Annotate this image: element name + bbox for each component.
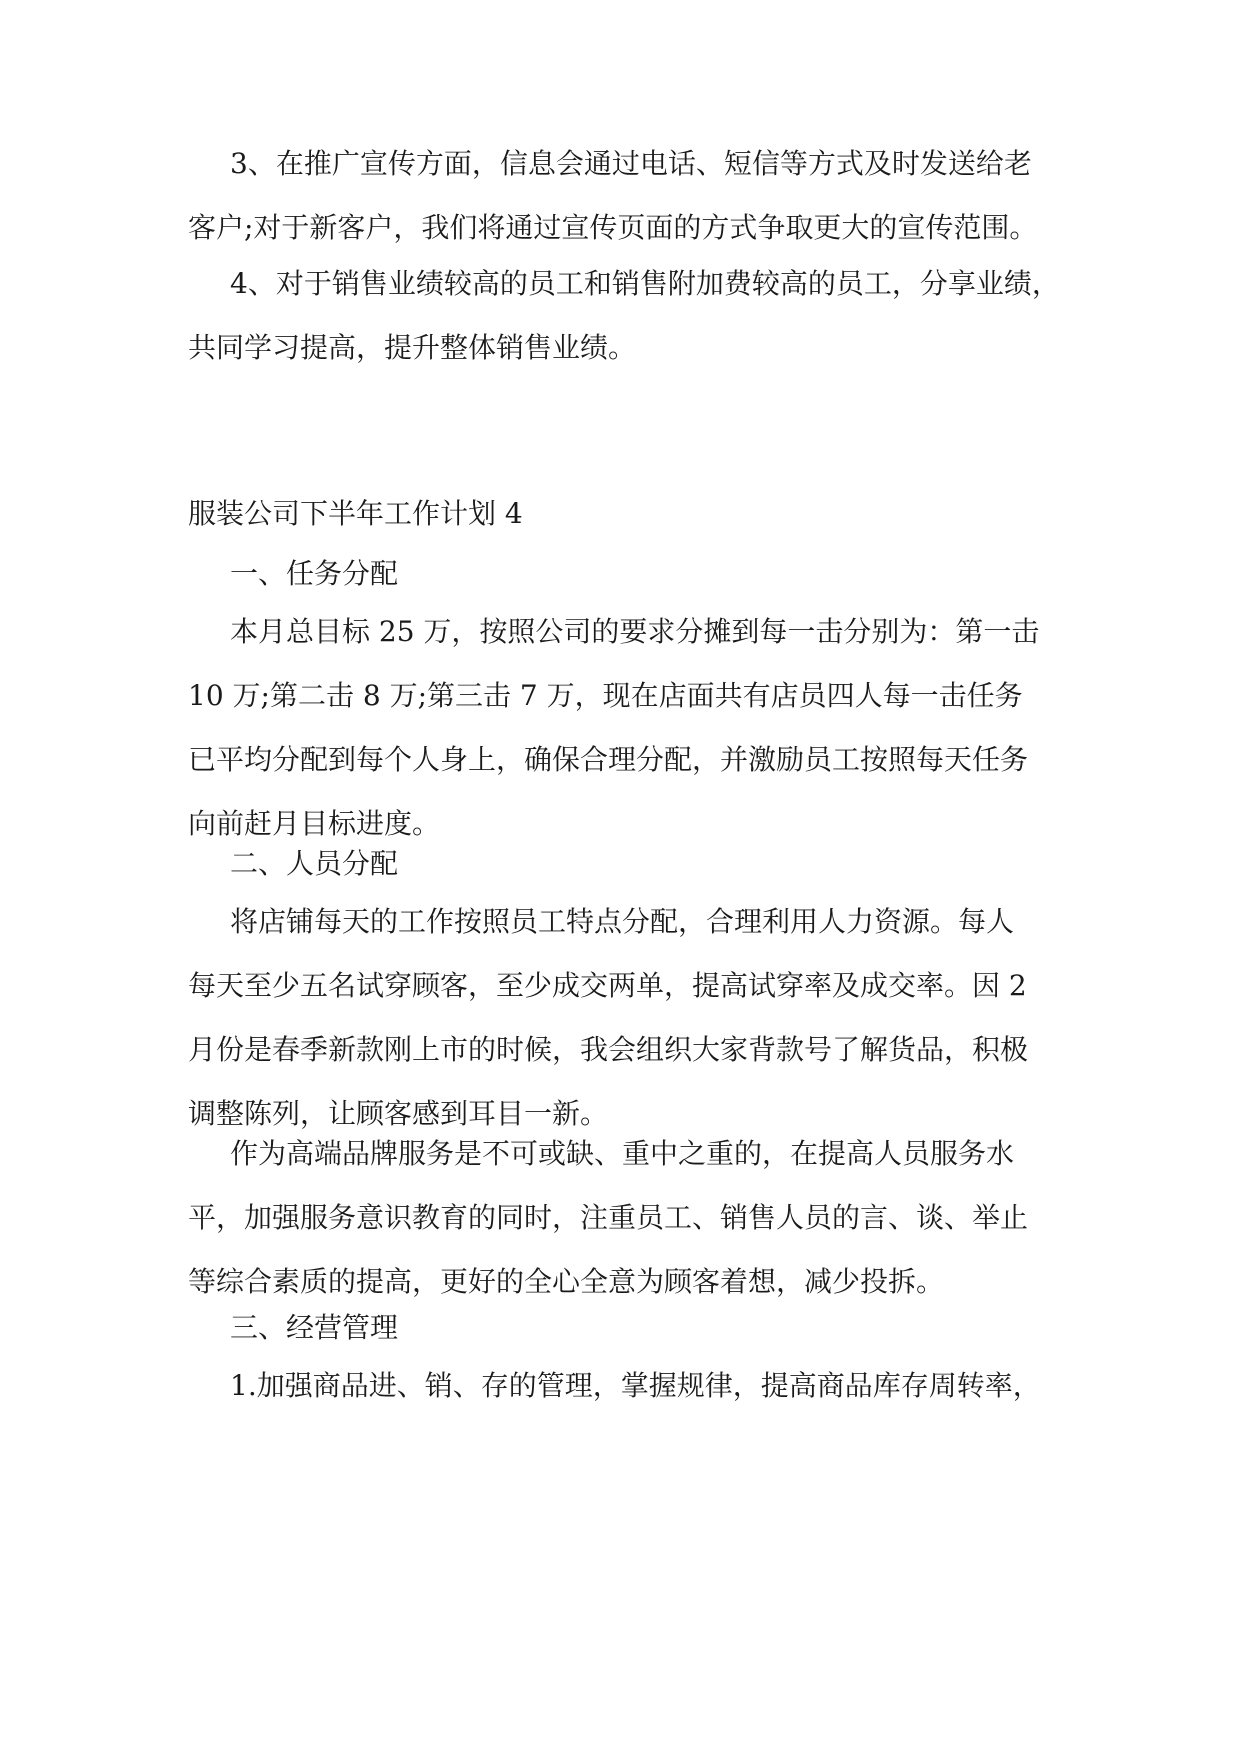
paragraph-line: 1.加强商品进、销、存的管理，掌握规律，提高商品库存周转率， <box>230 1369 1041 1402</box>
paragraph-line: 作为高端品牌服务是不可或缺、重中之重的，在提高人员服务水 <box>230 1137 1015 1170</box>
paragraph-line: 每天至少五名试穿顾客，至少成交两单，提高试穿率及成交率。因 2 <box>188 969 1027 1002</box>
paragraph-line: 月份是春季新款刚上市的时候，我会组织大家背款号了解货品，积极 <box>188 1033 1029 1066</box>
paragraph-monthly-target <box>188 600 1068 856</box>
paragraph-line: 调整陈列，让顾客感到耳目一新。 <box>188 1097 609 1130</box>
paragraph-line: 将店铺每天的工作按照员工特点分配，合理利用人力资源。每人 <box>230 905 1015 938</box>
heading-operations-management <box>188 1296 1068 1360</box>
paragraph-line: 4、对于销售业绩较高的员工和销售附加费较高的员工，分享业绩， <box>230 267 1060 300</box>
paragraph-line: 共同学习提高，提升整体销售业绩。 <box>188 331 637 364</box>
heading-line: 一、任务分配 <box>230 557 399 590</box>
paragraph-line: 平，加强服务意识教育的同时，注重员工、销售人员的言、谈、举止 <box>188 1201 1029 1234</box>
paragraph-promotion <box>188 132 1068 260</box>
heading-task-allocation <box>188 542 1068 606</box>
paragraph-line: 等综合素质的提高，更好的全心全意为顾客着想，减少投拆。 <box>188 1265 945 1298</box>
heading-line: 二、人员分配 <box>230 847 399 880</box>
paragraph-share-performance <box>188 252 1068 380</box>
paragraph-line: 已平均分配到每个人身上，确保合理分配，并激励员工按照每天任务 <box>188 743 1029 776</box>
paragraph-service-quality <box>188 1122 1068 1314</box>
heading-line: 三、经营管理 <box>230 1311 399 1344</box>
section-title-plan-4 <box>188 482 1068 546</box>
paragraph-staff-arrangement <box>188 890 1068 1146</box>
paragraph-line: 本月总目标 25 万，按照公司的要求分摊到每一击分别为：第一击 <box>230 615 1040 648</box>
paragraph-line: 向前赶月目标进度。 <box>188 807 441 840</box>
paragraph-line: 客户;对于新客户，我们将通过宣传页面的方式争取更大的宣传范围。 <box>188 211 1038 244</box>
paragraph-inventory-management <box>188 1354 1068 1418</box>
paragraph-line: 3、在推广宣传方面，信息会通过电话、短信等方式及时发送给老 <box>230 147 1032 180</box>
heading-staff-allocation <box>188 832 1068 896</box>
title-line: 服装公司下半年工作计划 4 <box>188 497 523 530</box>
paragraph-line: 10 万;第二击 8 万;第三击 7 万，现在店面共有店员四人每一击任务 <box>188 679 1023 712</box>
